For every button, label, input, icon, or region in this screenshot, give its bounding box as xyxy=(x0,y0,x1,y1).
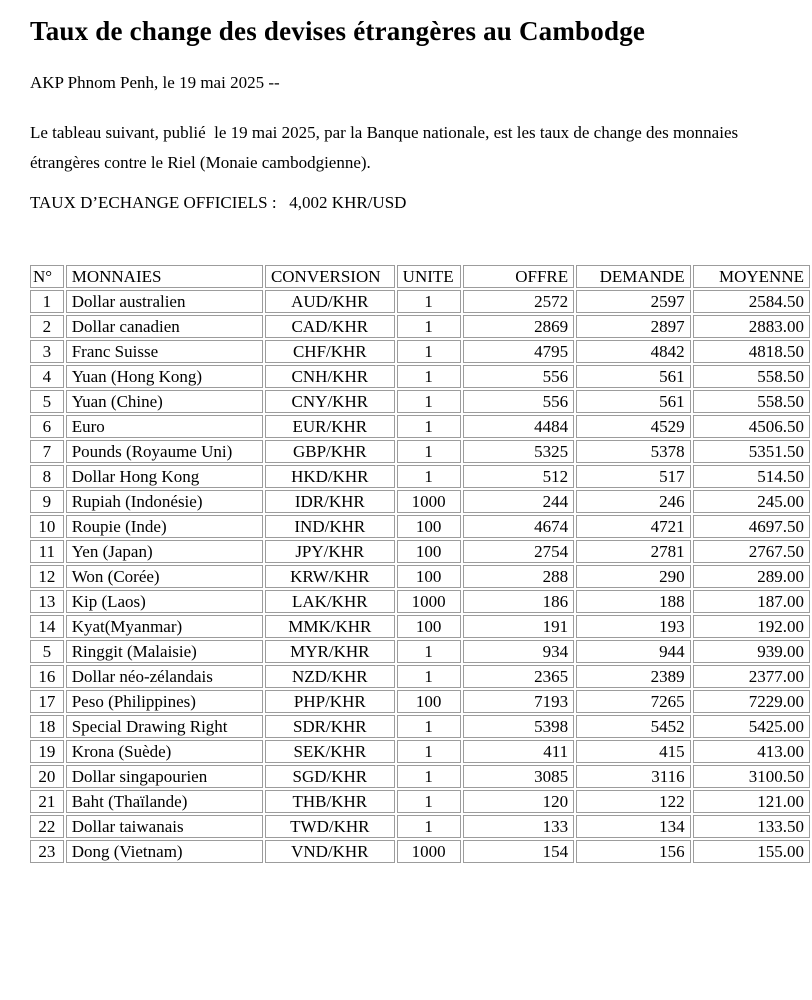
cell-offer: 2754 xyxy=(463,540,575,563)
cell-demand: 2781 xyxy=(576,540,690,563)
table-row xyxy=(30,565,810,588)
table-row xyxy=(30,765,810,788)
table-row xyxy=(30,365,810,388)
cell-average: 558.50 xyxy=(693,365,810,388)
header-number: N° xyxy=(30,265,64,288)
cell-currency: Pounds (Royaume Uni) xyxy=(66,440,263,463)
cell-demand: 193 xyxy=(576,615,690,638)
cell-demand: 517 xyxy=(576,465,690,488)
official-rate: TAUX D’ECHANGE OFFICIELS : 4,002 KHR/USD xyxy=(30,193,407,212)
cell-unit: 1 xyxy=(397,440,461,463)
cell-offer: 556 xyxy=(463,365,575,388)
cell-offer: 4795 xyxy=(463,340,575,363)
cell-unit: 1000 xyxy=(397,840,461,863)
cell-demand: 561 xyxy=(576,390,690,413)
cell-demand: 246 xyxy=(576,490,690,513)
cell-offer: 934 xyxy=(463,640,575,663)
cell-unit: 1 xyxy=(397,365,461,388)
table-row xyxy=(30,490,810,513)
cell-currency: Yuan (Hong Kong) xyxy=(66,365,263,388)
cell-conversion: CNH/KHR xyxy=(265,365,395,388)
cell-currency: Won (Corée) xyxy=(66,565,263,588)
cell-unit: 100 xyxy=(397,690,461,713)
cell-conversion: GBP/KHR xyxy=(265,440,395,463)
cell-number: 7 xyxy=(30,440,64,463)
cell-offer: 2869 xyxy=(463,315,575,338)
table-row xyxy=(30,515,810,538)
cell-conversion: SGD/KHR xyxy=(265,765,395,788)
cell-demand: 4529 xyxy=(576,415,690,438)
cell-conversion: LAK/KHR xyxy=(265,590,395,613)
cell-average: 558.50 xyxy=(693,390,810,413)
dateline: AKP Phnom Penh, le 19 mai 2025 -- xyxy=(30,73,280,92)
cell-currency: Dollar Hong Kong xyxy=(66,465,263,488)
cell-offer: 186 xyxy=(463,590,575,613)
cell-demand: 415 xyxy=(576,740,690,763)
table-row xyxy=(30,315,810,338)
table-row xyxy=(30,390,810,413)
cell-number: 21 xyxy=(30,790,64,813)
cell-offer: 411 xyxy=(463,740,575,763)
table-row xyxy=(30,840,810,863)
cell-offer: 154 xyxy=(463,840,575,863)
cell-number: 23 xyxy=(30,840,64,863)
cell-demand: 156 xyxy=(576,840,690,863)
table-row xyxy=(30,815,810,838)
cell-conversion: SDR/KHR xyxy=(265,715,395,738)
cell-average: 192.00 xyxy=(693,615,810,638)
cell-offer: 5325 xyxy=(463,440,575,463)
table-row xyxy=(30,540,810,563)
table-row xyxy=(30,615,810,638)
cell-conversion: NZD/KHR xyxy=(265,665,395,688)
cell-number: 9 xyxy=(30,490,64,513)
cell-offer: 512 xyxy=(463,465,575,488)
cell-currency: Dollar néo-zélandais xyxy=(66,665,263,688)
table-row xyxy=(30,415,810,438)
cell-average: 245.00 xyxy=(693,490,810,513)
header-offer: OFFRE xyxy=(463,265,575,288)
cell-average: 133.50 xyxy=(693,815,810,838)
cell-unit: 1 xyxy=(397,640,461,663)
cell-unit: 1 xyxy=(397,665,461,688)
cell-currency: Dong (Vietnam) xyxy=(66,840,263,863)
cell-conversion: KRW/KHR xyxy=(265,565,395,588)
table-row xyxy=(30,290,810,313)
cell-unit: 1 xyxy=(397,765,461,788)
cell-conversion: HKD/KHR xyxy=(265,465,395,488)
cell-number: 13 xyxy=(30,590,64,613)
cell-average: 939.00 xyxy=(693,640,810,663)
cell-unit: 1 xyxy=(397,715,461,738)
cell-currency: Ringgit (Malaisie) xyxy=(66,640,263,663)
cell-unit: 1 xyxy=(397,815,461,838)
cell-demand: 3116 xyxy=(576,765,690,788)
header-currency: MONNAIES xyxy=(66,265,263,288)
cell-average: 2584.50 xyxy=(693,290,810,313)
cell-number: 1 xyxy=(30,290,64,313)
cell-demand: 188 xyxy=(576,590,690,613)
header-demand: DEMANDE xyxy=(576,265,690,288)
cell-demand: 4842 xyxy=(576,340,690,363)
cell-demand: 134 xyxy=(576,815,690,838)
cell-number: 5 xyxy=(30,390,64,413)
cell-number: 18 xyxy=(30,715,64,738)
cell-currency: Yen (Japan) xyxy=(66,540,263,563)
cell-unit: 1 xyxy=(397,340,461,363)
cell-conversion: MYR/KHR xyxy=(265,640,395,663)
cell-offer: 2365 xyxy=(463,665,575,688)
cell-number: 10 xyxy=(30,515,64,538)
cell-demand: 4721 xyxy=(576,515,690,538)
cell-conversion: VND/KHR xyxy=(265,840,395,863)
cell-currency: Kyat(Myanmar) xyxy=(66,615,263,638)
cell-demand: 2897 xyxy=(576,315,690,338)
cell-number: 22 xyxy=(30,815,64,838)
cell-conversion: PHP/KHR xyxy=(265,690,395,713)
cell-currency: Dollar australien xyxy=(66,290,263,313)
cell-currency: Dollar canadien xyxy=(66,315,263,338)
cell-average: 2377.00 xyxy=(693,665,810,688)
cell-currency: Franc Suisse xyxy=(66,340,263,363)
cell-demand: 2597 xyxy=(576,290,690,313)
cell-conversion: THB/KHR xyxy=(265,790,395,813)
cell-conversion: EUR/KHR xyxy=(265,415,395,438)
cell-number: 12 xyxy=(30,565,64,588)
cell-currency: Krona (Suède) xyxy=(66,740,263,763)
cell-average: 4506.50 xyxy=(693,415,810,438)
cell-offer: 2572 xyxy=(463,290,575,313)
cell-demand: 5452 xyxy=(576,715,690,738)
cell-unit: 100 xyxy=(397,540,461,563)
rates-table-body xyxy=(30,290,810,863)
cell-currency: Dollar taiwanais xyxy=(66,815,263,838)
cell-average: 514.50 xyxy=(693,465,810,488)
rates-table xyxy=(28,263,812,865)
table-row xyxy=(30,440,810,463)
cell-unit: 1 xyxy=(397,415,461,438)
cell-average: 2767.50 xyxy=(693,540,810,563)
cell-average: 187.00 xyxy=(693,590,810,613)
cell-number: 3 xyxy=(30,340,64,363)
cell-number: 20 xyxy=(30,765,64,788)
cell-unit: 1000 xyxy=(397,490,461,513)
table-row xyxy=(30,740,810,763)
cell-demand: 290 xyxy=(576,565,690,588)
cell-number: 16 xyxy=(30,665,64,688)
cell-unit: 1 xyxy=(397,740,461,763)
cell-average: 5351.50 xyxy=(693,440,810,463)
cell-demand: 2389 xyxy=(576,665,690,688)
cell-average: 121.00 xyxy=(693,790,810,813)
cell-currency: Rupiah (Indonésie) xyxy=(66,490,263,513)
cell-conversion: JPY/KHR xyxy=(265,540,395,563)
cell-offer: 133 xyxy=(463,815,575,838)
cell-conversion: SEK/KHR xyxy=(265,740,395,763)
cell-unit: 1 xyxy=(397,465,461,488)
cell-currency: Kip (Laos) xyxy=(66,590,263,613)
cell-offer: 288 xyxy=(463,565,575,588)
cell-offer: 5398 xyxy=(463,715,575,738)
table-row xyxy=(30,690,810,713)
cell-average: 4697.50 xyxy=(693,515,810,538)
cell-average: 155.00 xyxy=(693,840,810,863)
cell-demand: 944 xyxy=(576,640,690,663)
cell-currency: Roupie (Inde) xyxy=(66,515,263,538)
table-row xyxy=(30,340,810,363)
cell-currency: Dollar singapourien xyxy=(66,765,263,788)
cell-conversion: AUD/KHR xyxy=(265,290,395,313)
cell-unit: 1 xyxy=(397,315,461,338)
cell-average: 3100.50 xyxy=(693,765,810,788)
cell-unit: 1 xyxy=(397,290,461,313)
cell-unit: 1000 xyxy=(397,590,461,613)
header-average: MOYENNE xyxy=(693,265,810,288)
intro-paragraph: Le tableau suivant, publié le 19 mai 2025, par la Banque nationale, est les taux de change des monnaies étrangères contre le Riel (Monaie cambodgienne). xyxy=(30,123,743,172)
table-row xyxy=(30,790,810,813)
cell-number: 5 xyxy=(30,640,64,663)
cell-conversion: MMK/KHR xyxy=(265,615,395,638)
cell-unit: 100 xyxy=(397,615,461,638)
table-header-row xyxy=(30,265,810,288)
cell-average: 289.00 xyxy=(693,565,810,588)
table-row xyxy=(30,665,810,688)
cell-unit: 1 xyxy=(397,390,461,413)
cell-currency: Baht (Thaïlande) xyxy=(66,790,263,813)
cell-demand: 7265 xyxy=(576,690,690,713)
cell-average: 5425.00 xyxy=(693,715,810,738)
cell-average: 7229.00 xyxy=(693,690,810,713)
cell-conversion: CHF/KHR xyxy=(265,340,395,363)
cell-conversion: CAD/KHR xyxy=(265,315,395,338)
cell-average: 2883.00 xyxy=(693,315,810,338)
cell-number: 4 xyxy=(30,365,64,388)
cell-currency: Special Drawing Right xyxy=(66,715,263,738)
cell-offer: 7193 xyxy=(463,690,575,713)
cell-offer: 3085 xyxy=(463,765,575,788)
cell-conversion: IND/KHR xyxy=(265,515,395,538)
table-row xyxy=(30,640,810,663)
cell-demand: 5378 xyxy=(576,440,690,463)
cell-conversion: TWD/KHR xyxy=(265,815,395,838)
cell-number: 17 xyxy=(30,690,64,713)
page-title: Taux de change des devises étrangères au Cambodge xyxy=(30,16,646,46)
table-row xyxy=(30,715,810,738)
cell-currency: Euro xyxy=(66,415,263,438)
cell-number: 6 xyxy=(30,415,64,438)
cell-number: 11 xyxy=(30,540,64,563)
cell-number: 19 xyxy=(30,740,64,763)
cell-offer: 4674 xyxy=(463,515,575,538)
cell-conversion: IDR/KHR xyxy=(265,490,395,513)
cell-currency: Yuan (Chine) xyxy=(66,390,263,413)
cell-offer: 556 xyxy=(463,390,575,413)
cell-unit: 100 xyxy=(397,565,461,588)
cell-conversion: CNY/KHR xyxy=(265,390,395,413)
cell-demand: 122 xyxy=(576,790,690,813)
header-conversion: CONVERSION xyxy=(265,265,395,288)
cell-currency: Peso (Philippines) xyxy=(66,690,263,713)
cell-average: 413.00 xyxy=(693,740,810,763)
cell-offer: 244 xyxy=(463,490,575,513)
cell-demand: 561 xyxy=(576,365,690,388)
cell-number: 8 xyxy=(30,465,64,488)
cell-unit: 100 xyxy=(397,515,461,538)
cell-number: 2 xyxy=(30,315,64,338)
cell-offer: 120 xyxy=(463,790,575,813)
cell-unit: 1 xyxy=(397,790,461,813)
header-unit: UNITE xyxy=(397,265,461,288)
table-row xyxy=(30,590,810,613)
cell-number: 14 xyxy=(30,615,64,638)
cell-offer: 4484 xyxy=(463,415,575,438)
table-row xyxy=(30,465,810,488)
cell-average: 4818.50 xyxy=(693,340,810,363)
cell-offer: 191 xyxy=(463,615,575,638)
